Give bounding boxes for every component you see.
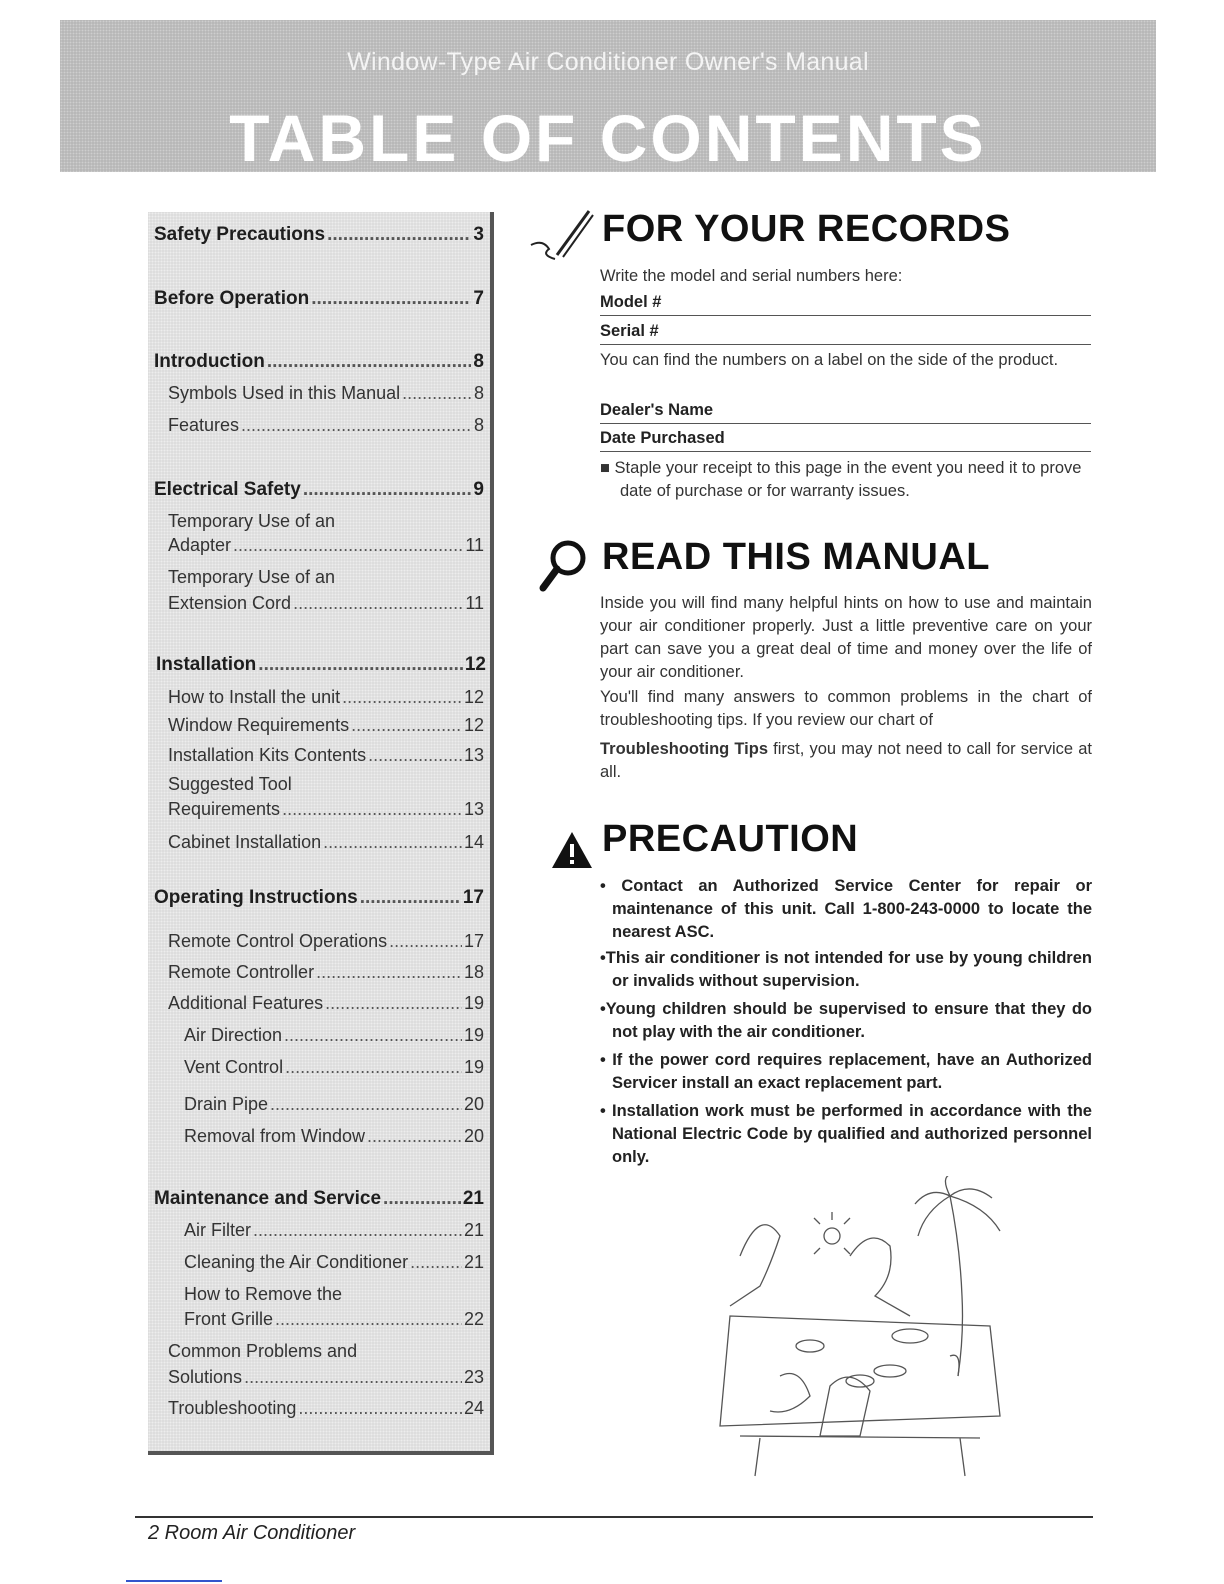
toc-entry-drain-pipe[interactable]: Drain Pipe ..... 20 — [184, 1094, 484, 1115]
records-intro: Write the model and serial numbers here: — [600, 267, 903, 285]
toc-entry-safety[interactable]: Safety Precautions ..... 3 — [154, 224, 484, 246]
toc-entry-remote-controller[interactable]: Remote Controller ..... 18 — [168, 962, 484, 983]
manual-paragraph-1: Inside you will find many helpful hints on how to use and maintain your air conditioner properly. Just a little preventive care on your part can save you a great deal of time and money over the life of your air conditioner. — [600, 594, 1092, 681]
toc-entry-before-operation[interactable]: Before Operation ..... 7 — [154, 288, 484, 310]
toc-entry-how-to-install[interactable]: How to Install the unit ..... 12 — [168, 687, 484, 708]
precaution-bullet-3: •Young children should be supervised to ensure that they do not play with the air conditioner. — [600, 1000, 1092, 1041]
magnifier-icon — [538, 538, 588, 594]
toc-entry-additional-features[interactable]: Additional Features ..... 19 — [168, 993, 484, 1014]
toc-entry-installation[interactable]: Installation ..... 12 — [156, 654, 486, 676]
toc-entry-extension-line1: Temporary Use of an — [168, 567, 336, 587]
toc-entry-cleaning[interactable]: Cleaning the Air Conditioner ..... 21 — [184, 1252, 484, 1273]
page-footer: 2 Room Air Conditioner — [148, 1522, 356, 1544]
precaution-bullet-4: • If the power cord requires replacement, have an Authorized Servicer install an exact replacement part. — [600, 1051, 1092, 1092]
serial-number-field[interactable]: Serial # — [600, 322, 1091, 345]
records-find-text: You can find the numbers on a label on the side of the product. — [600, 351, 1059, 369]
manual-paragraph-2: You'll find many answers to common problems in the chart of troubleshooting tips. If you review our chart of — [600, 688, 1092, 729]
family-picnic-illustration — [700, 1176, 1020, 1488]
toc-panel — [148, 212, 494, 1455]
header-banner — [60, 20, 1156, 175]
dealer-name-field[interactable]: Dealer's Name — [600, 401, 1091, 424]
toc-entry-tool-requirements[interactable]: Requirements ..... 13 — [168, 799, 484, 820]
toc-entry-troubleshooting[interactable]: Troubleshooting ..... 24 — [168, 1398, 484, 1419]
manual-subtitle: Window-Type Air Conditioner Owner's Manual — [347, 48, 869, 76]
footer-divider — [135, 1516, 1093, 1518]
toc-entry-extension-cord[interactable]: Extension Cord ..... 11 — [168, 593, 484, 614]
toc-entry-symbols[interactable]: Symbols Used in this Manual ..... 8 — [168, 383, 484, 404]
toc-entry-features[interactable]: Features ..... 8 — [168, 415, 484, 436]
toc-entry-vent-control[interactable]: Vent Control ..... 19 — [184, 1057, 484, 1078]
toc-entry-air-direction[interactable]: Air Direction ..... 19 — [184, 1025, 484, 1046]
toc-entry-electrical-safety[interactable]: Electrical Safety ..... 9 — [154, 479, 484, 501]
toc-entry-removal-from-window[interactable]: Removal from Window ..... 20 — [184, 1126, 484, 1147]
manual-paragraph-3: Troubleshooting Tips first, you may not need to call for service at all. — [600, 740, 1092, 781]
toc-entry-solutions[interactable]: Solutions ..... 23 — [168, 1367, 484, 1388]
scan-edge-mark — [126, 1580, 222, 1582]
toc-entry-operating-instructions[interactable]: Operating Instructions ..... 17 — [154, 887, 484, 909]
precaution-bullet-2: •This air conditioner is not intended for use by young children or invalids without supervision. — [600, 949, 1092, 990]
precaution-bullet-5: • Installation work must be performed in accordance with the National Electric Code by qualified and authorized personnel only. — [600, 1102, 1092, 1166]
manual-heading: READ THIS MANUAL — [602, 536, 990, 578]
precaution-heading: PRECAUTION — [602, 818, 859, 860]
toc-entry-air-filter[interactable]: Air Filter ..... 21 — [184, 1220, 484, 1241]
toc-entry-remote-control-operations[interactable]: Remote Control Operations ..... 17 — [168, 931, 484, 952]
toc-entry-front-grille[interactable]: Front Grille ..... 22 — [184, 1309, 484, 1330]
page-title: TABLE OF CONTENTS — [229, 101, 987, 175]
warning-icon — [550, 830, 594, 870]
records-heading: FOR YOUR RECORDS — [602, 208, 1011, 250]
toc-entry-tools-line1: Suggested Tool — [168, 774, 292, 794]
toc-entry-window-requirements[interactable]: Window Requirements ..... 12 — [168, 715, 484, 736]
model-number-field[interactable]: Model # — [600, 293, 1091, 316]
toc-entry-adapter-line1: Temporary Use of an — [168, 511, 336, 531]
toc-entry-introduction[interactable]: Introduction ..... 8 — [154, 351, 484, 373]
toc-entry-grille-line1: How to Remove the — [184, 1284, 343, 1304]
precaution-bullet-1: • Contact an Authorized Service Center for repair or maintenance of this unit. Call 1-800-243-0000 to locate the nearest ASC. — [600, 877, 1092, 941]
troubleshooting-tips-emphasis: Troubleshooting Tips — [600, 740, 769, 758]
toc-entry-installation-kits[interactable]: Installation Kits Contents ..... 13 — [168, 745, 484, 766]
toc-entry-cabinet-installation[interactable]: Cabinet Installation ..... 14 — [168, 832, 484, 853]
pen-icon — [527, 205, 597, 265]
toc-entry-maintenance[interactable]: Maintenance and Service ..... 21 — [154, 1188, 484, 1210]
staple-note: ■ Staple your receipt to this page in the event you need it to prove date of purchase or for warranty issues. — [600, 459, 1082, 500]
toc-entry-adapter[interactable]: Adapter ..... 11 — [168, 535, 484, 556]
date-purchased-field[interactable]: Date Purchased — [600, 429, 1091, 452]
toc-entry-common-line1: Common Problems and — [168, 1341, 358, 1361]
